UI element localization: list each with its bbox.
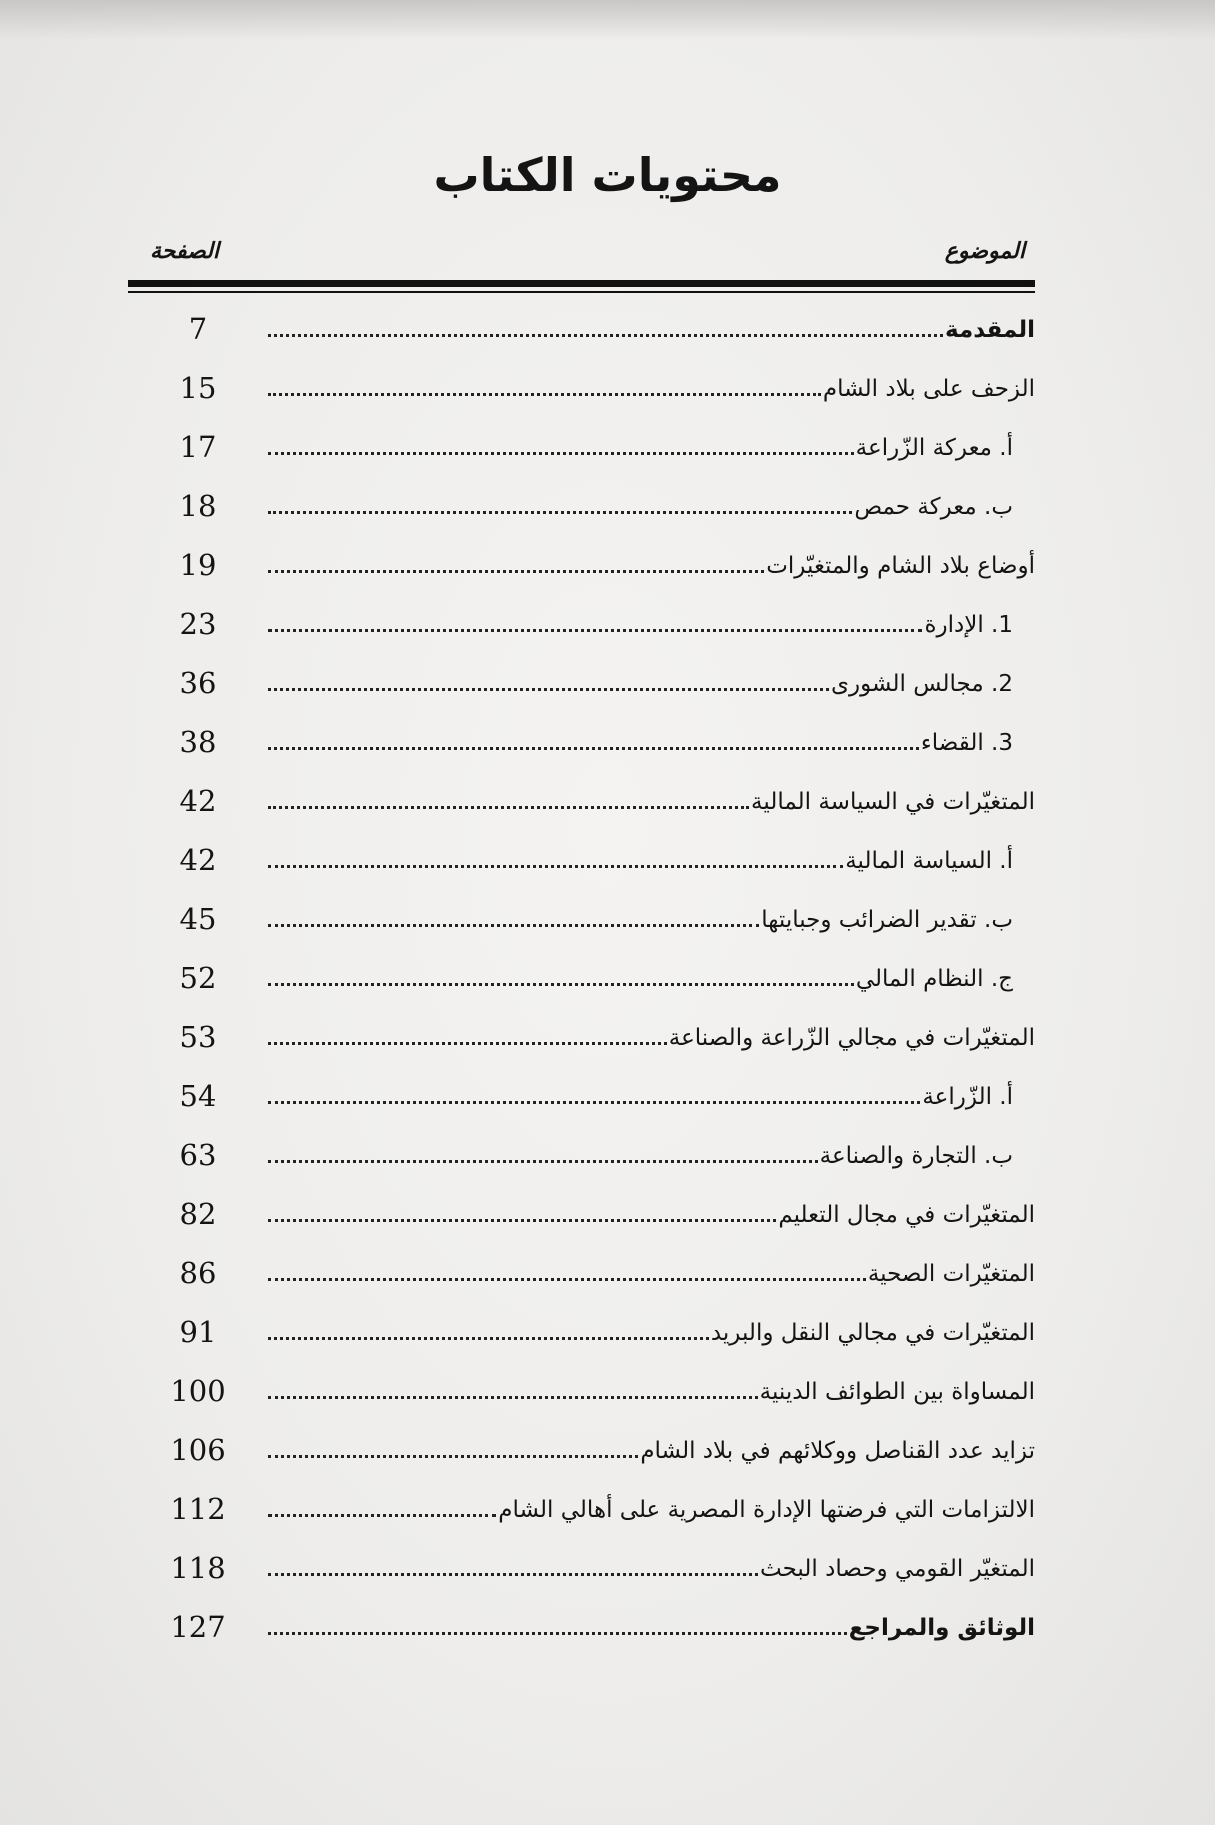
dot-leader	[268, 1337, 709, 1340]
toc-entry	[128, 1480, 1035, 1539]
toc-entry	[128, 1539, 1035, 1598]
toc-page-number: 18	[179, 489, 217, 523]
toc-entry-line	[268, 595, 1013, 654]
dot-leader	[268, 1278, 866, 1281]
header-rule-thin	[128, 291, 1035, 293]
toc-entry	[128, 890, 1035, 949]
toc-page-number: 118	[170, 1551, 226, 1585]
toc-entry-line	[268, 418, 1013, 477]
toc-page-number: 53	[179, 1020, 217, 1054]
toc-page-number: 36	[179, 666, 217, 700]
dot-leader	[268, 452, 854, 455]
toc-entry	[128, 713, 1035, 772]
toc-entry-line	[268, 536, 1035, 595]
toc-entry	[128, 654, 1035, 713]
dot-leader	[268, 393, 821, 396]
toc-page-number: 54	[179, 1079, 217, 1113]
toc-entry-title: الالتزامات التي فرضتها الإدارة المصرية على أهالي الشام	[498, 1496, 1035, 1523]
toc-entry-line	[268, 300, 1035, 359]
toc-entry	[128, 1421, 1035, 1480]
toc-page-number: 23	[179, 607, 217, 641]
toc-entry	[128, 949, 1035, 1008]
toc-entry-line	[268, 1126, 1013, 1185]
toc-page-number: 45	[179, 902, 217, 936]
toc-entry-title: المقدمة	[945, 316, 1035, 343]
toc-entry	[128, 536, 1035, 595]
dot-leader	[268, 334, 943, 337]
toc-entry-line	[268, 1244, 1035, 1303]
toc-entry-title: أ. معركة الزّراعة	[855, 434, 1013, 461]
toc-entry	[128, 477, 1035, 536]
toc-entry	[128, 1362, 1035, 1421]
toc-entry-title: المتغيّرات في مجال التعليم	[778, 1201, 1035, 1228]
toc-entry-line	[268, 1539, 1035, 1598]
toc-entry-line	[268, 713, 1013, 772]
toc-entry-title: أ. السياسة المالية	[845, 847, 1013, 874]
toc-entry-title: الزحف على بلاد الشام	[822, 375, 1035, 402]
dot-leader	[268, 983, 854, 986]
toc-page-number: 42	[179, 843, 217, 877]
page-edge-shadow	[0, 0, 1215, 40]
toc-page-number: 52	[179, 961, 217, 995]
toc-entry	[128, 1126, 1035, 1185]
toc-entry	[128, 1598, 1035, 1657]
dot-leader	[268, 511, 852, 514]
toc-entry-line	[268, 1362, 1035, 1421]
topic-column-header: الموضوع	[944, 238, 1025, 264]
toc-entry-line	[268, 831, 1013, 890]
dot-leader	[268, 1219, 776, 1222]
toc-entry	[128, 1067, 1035, 1126]
toc-entry-title: أوضاع بلاد الشام والمتغيّرات	[766, 552, 1035, 579]
toc-entry-line	[268, 1008, 1035, 1067]
toc-entry-title: المتغيّر القومي وحصاد البحث	[760, 1555, 1035, 1582]
toc-entry-line	[268, 1598, 1035, 1657]
toc-entry-title: المتغيّرات في مجالي الزّراعة والصناعة	[668, 1024, 1035, 1051]
toc-entry-title: أ. الزّراعة	[922, 1083, 1013, 1110]
dot-leader	[268, 1101, 920, 1104]
toc-entry	[128, 1008, 1035, 1067]
toc-entry-line	[268, 949, 1013, 1008]
toc-page-number: 127	[170, 1610, 226, 1644]
toc-entry	[128, 831, 1035, 890]
toc-entry-line	[268, 1421, 1035, 1480]
dot-leader	[268, 688, 829, 691]
toc-page-number: 82	[179, 1197, 217, 1231]
toc-page-number: 19	[179, 548, 217, 582]
dot-leader	[268, 865, 843, 868]
toc-page-number: 112	[170, 1492, 226, 1526]
dot-leader	[268, 570, 764, 573]
toc-entry-line	[268, 1303, 1035, 1362]
dot-leader	[268, 1514, 496, 1517]
toc-entry	[128, 418, 1035, 477]
toc-entry-title: الوثائق والمراجع	[848, 1614, 1035, 1641]
toc-entry-line	[268, 477, 1013, 536]
toc-page-number: 42	[179, 784, 217, 818]
toc-entry-line	[268, 772, 1035, 831]
dot-leader	[268, 1042, 667, 1045]
page-title: محتويات الكتاب	[433, 148, 782, 202]
table-of-contents	[128, 300, 1035, 1657]
dot-leader	[268, 1160, 818, 1163]
toc-page-number: 38	[179, 725, 217, 759]
page-column-header: الصفحة	[150, 238, 220, 264]
toc-entry-line	[268, 1480, 1035, 1539]
toc-page-number: 106	[170, 1433, 226, 1467]
toc-page-number: 17	[179, 430, 217, 464]
toc-entry-title: 3. القضاء	[920, 729, 1013, 756]
toc-entry	[128, 300, 1035, 359]
toc-entry-title: المتغيّرات في مجالي النقل والبريد	[710, 1319, 1035, 1346]
dot-leader	[268, 1455, 638, 1458]
toc-entry-title: ب. معركة حمص	[854, 493, 1013, 520]
toc-entry-title: ج. النظام المالي	[855, 965, 1013, 992]
toc-entry-title: ب. تقدير الضرائب وجبايتها	[761, 906, 1013, 933]
dot-leader	[268, 629, 922, 632]
dot-leader	[268, 1573, 758, 1576]
toc-entry-line	[268, 359, 1035, 418]
toc-entry-line	[268, 1185, 1035, 1244]
toc-page-number: 86	[179, 1256, 217, 1290]
dot-leader	[268, 1632, 847, 1635]
toc-entry-title: ب. التجارة والصناعة	[819, 1142, 1013, 1169]
toc-entry	[128, 595, 1035, 654]
toc-page-number: 91	[179, 1315, 217, 1349]
header-rule	[128, 280, 1035, 287]
toc-page-number: 15	[179, 371, 217, 405]
toc-entry-title: تزايد عدد القناصل ووكلائهم في بلاد الشام	[640, 1437, 1035, 1464]
toc-entry-line	[268, 1067, 1013, 1126]
toc-page-number: 7	[188, 312, 208, 346]
toc-entry	[128, 1303, 1035, 1362]
toc-entry-title: المتغيّرات الصحية	[867, 1260, 1035, 1287]
toc-entry-line	[268, 890, 1013, 949]
dot-leader	[268, 1396, 758, 1399]
toc-page-number: 100	[170, 1374, 226, 1408]
dot-leader	[268, 747, 919, 750]
toc-entry-title: المتغيّرات في السياسة المالية	[751, 788, 1035, 815]
toc-entry-title: 2. مجالس الشورى	[831, 670, 1013, 697]
toc-entry-title: المساواة بين الطوائف الدينية	[759, 1378, 1035, 1405]
dot-leader	[268, 924, 759, 927]
toc-page-number: 63	[179, 1138, 217, 1172]
toc-entry	[128, 1244, 1035, 1303]
toc-entry	[128, 359, 1035, 418]
toc-entry	[128, 1185, 1035, 1244]
toc-entry-title: 1. الإدارة	[924, 611, 1013, 638]
dot-leader	[268, 806, 749, 809]
toc-entry	[128, 772, 1035, 831]
toc-entry-line	[268, 654, 1013, 713]
